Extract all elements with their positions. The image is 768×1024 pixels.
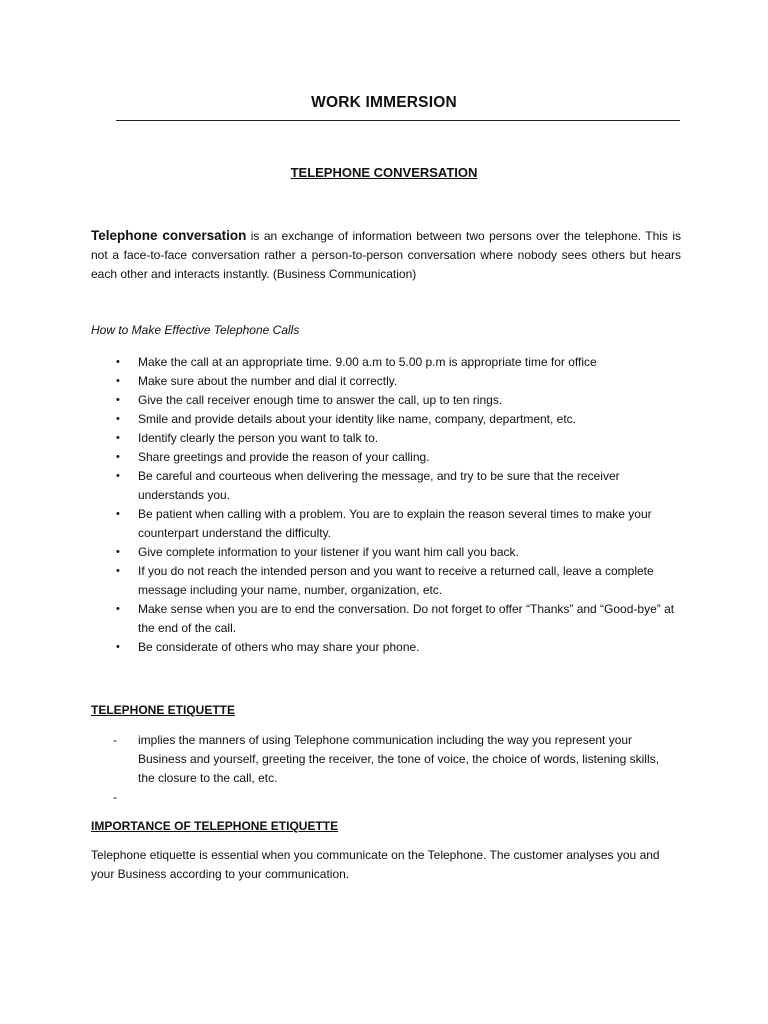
bullet-icon: •: [116, 356, 120, 368]
dash-icon: -: [113, 790, 117, 804]
list-item: [91, 562, 681, 600]
bullet-icon: •: [116, 641, 120, 653]
title-underline-rule: [116, 120, 680, 121]
list-item-text: Share greetings and provide the reason of your calling.: [138, 450, 430, 464]
bullet-icon: •: [116, 603, 120, 615]
list-item: [91, 505, 681, 543]
importance-paragraph: Telephone etiquette is essential when you communicate on the Telephone. The customer analyses you and your Business according to your communication.: [91, 848, 660, 881]
list-item: [91, 448, 681, 467]
etiquette-list: [91, 731, 681, 807]
list-item: [91, 731, 681, 788]
list-item-text: Give complete information to your listener if you want him call you back.: [138, 545, 519, 559]
intro-text: is an exchange of information between two persons over the telephone. This is not a face-to-face conversation rather a person-to-person conversation where nobody sees others but hears each other and interacts instantly. (Business Communication): [91, 229, 681, 281]
importance-heading: IMPORTANCE OF TELEPHONE ETIQUETTE: [91, 819, 339, 833]
list-item-text: Identify clearly the person you want to talk to.: [138, 431, 379, 445]
list-item: [91, 543, 681, 562]
section-heading-telephone-conversation: TELEPHONE CONVERSATION: [290, 165, 478, 180]
bullet-icon: •: [116, 546, 120, 558]
effective-calls-list: [91, 353, 681, 657]
list-item: [91, 353, 681, 372]
list-item: [91, 391, 681, 410]
dash-icon: -: [113, 733, 117, 747]
bullet-icon: •: [116, 451, 120, 463]
bullet-icon: •: [116, 508, 120, 520]
list-item: [91, 638, 681, 657]
list-item-text: Make sense when you are to end the conversation. Do not forget to offer “Thanks” and “Good-bye” at the end of the call.: [138, 602, 675, 635]
list-item-text: Give the call receiver enough time to answer the call, up to ten rings.: [138, 393, 503, 407]
list-item-text: Be patient when calling with a problem. You are to explain the reason several times to make your counterpart understand the difficulty.: [138, 507, 652, 540]
list-item-text: Make sure about the number and dial it correctly.: [138, 374, 398, 388]
intro-term: Telephone conversation: [91, 228, 247, 243]
list-item-text: If you do not reach the intended person and you want to receive a returned call, leave a complete message including your name, number, organization, etc.: [138, 564, 654, 597]
list-item: [91, 600, 681, 638]
telephone-etiquette-heading: TELEPHONE ETIQUETTE: [91, 703, 236, 717]
list-item-text: Be careful and courteous when delivering the message, and try to be sure that the receiver understands you.: [138, 469, 620, 502]
bullet-icon: •: [116, 413, 120, 425]
document-title: WORK IMMERSION: [311, 94, 457, 111]
list-item: [91, 372, 681, 391]
list-item: [91, 410, 681, 429]
bullet-icon: •: [116, 470, 120, 482]
list-item-text: Make the call at an appropriate time. 9.00 a.m to 5.00 p.m is appropriate time for office: [138, 355, 597, 369]
bullet-icon: •: [116, 394, 120, 406]
bullet-icon: •: [116, 432, 120, 444]
list-item-text: Be considerate of others who may share your phone.: [138, 640, 420, 654]
bullet-icon: •: [116, 565, 120, 577]
list-item: [91, 429, 681, 448]
list-item: [91, 467, 681, 505]
bullet-icon: •: [116, 375, 120, 387]
effective-calls-subtitle: How to Make Effective Telephone Calls: [91, 323, 300, 337]
list-item-text: Smile and provide details about your identity like name, company, department, etc.: [138, 412, 577, 426]
list-item-text: implies the manners of using Telephone communication including the way you represent your Business and yourself, greeting the receiver, the tone of voice, the choice of words, listening skills, the closure to the call, etc.: [138, 733, 659, 785]
intro-paragraph: [91, 226, 681, 284]
list-item: [91, 788, 681, 807]
